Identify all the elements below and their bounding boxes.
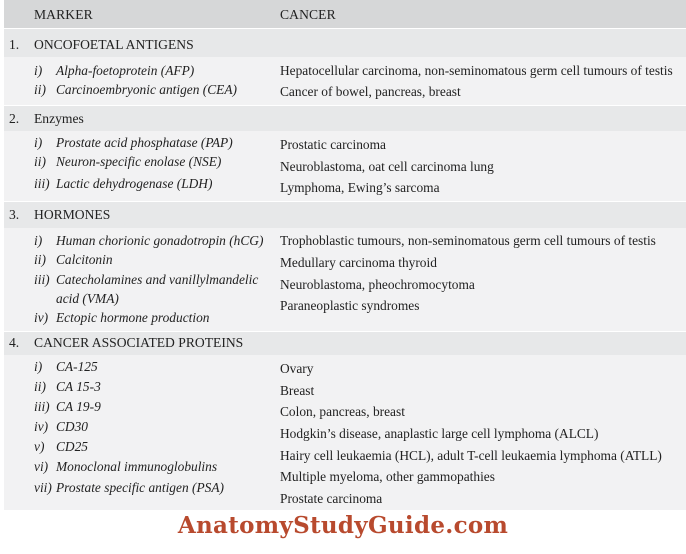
section-rows xyxy=(4,228,686,331)
marker-cell: ii) Neuron-specific enolase (NSE) xyxy=(34,154,222,169)
section-rows xyxy=(4,355,686,510)
cancer-cell: Colon, pancreas, breast xyxy=(280,404,405,419)
cancer-cell: Trophoblastic tumours, non-seminomatous germ cell tumours of testis xyxy=(280,233,656,248)
cancer-cell: Lymphoma, Ewing’s sarcoma xyxy=(280,180,440,195)
marker-cell: iv) Ectopic hormone production xyxy=(34,310,210,325)
cancer-cell: Neuroblastoma, pheochromocytoma xyxy=(280,277,475,292)
section-title: ONCOFOETAL ANTIGENS xyxy=(34,37,194,52)
cancer-cell: Breast xyxy=(280,383,315,398)
cancer-cell: Multiple myeloma, other gammopathies xyxy=(280,469,495,484)
marker-cell: i) CA-125 xyxy=(34,359,98,374)
site-watermark: AnatomyStudyGuide.com xyxy=(177,512,509,539)
marker-cell: i) Prostate acid phosphatase (PAP) xyxy=(34,135,233,150)
marker-cell: vi) Monoclonal immunoglobulins xyxy=(34,459,218,474)
marker-cell: iii) Lactic dehydrogenase (LDH) xyxy=(34,176,213,191)
cancer-cell: Hepatocellular carcinoma, non-seminomatous germ cell tumours of testis xyxy=(280,63,673,78)
section-number: 1. xyxy=(9,37,20,52)
section-heading xyxy=(4,202,686,228)
marker-cell: vii) Prostate specific antigen (PSA) xyxy=(34,480,224,495)
section-heading xyxy=(4,106,686,131)
cancer-cell: Prostate carcinoma xyxy=(280,491,383,506)
section-number: 3. xyxy=(9,207,20,222)
marker-cell: i) Alpha-foetoprotein (AFP) xyxy=(34,63,195,78)
section-number: 2. xyxy=(9,111,20,126)
section-title: HORMONES xyxy=(34,207,111,222)
section-number: 4. xyxy=(9,335,20,350)
table-header xyxy=(4,0,686,28)
cancer-cell: Ovary xyxy=(280,361,314,376)
cancer-cell: Hodgkin’s disease, anaplastic large cell lymphoma (ALCL) xyxy=(280,426,599,441)
marker-cell-continued: acid (VMA) xyxy=(56,291,119,306)
cancer-cell: Cancer of bowel, pancreas, breast xyxy=(280,84,461,99)
header-marker: MARKER xyxy=(34,7,93,22)
marker-cell: v) CD25 xyxy=(34,439,88,454)
section-rows xyxy=(4,57,686,105)
marker-cell: ii) Calcitonin xyxy=(34,252,113,267)
cancer-cell: Medullary carcinoma thyroid xyxy=(280,255,437,270)
header-cancer: CANCER xyxy=(280,7,336,22)
cancer-cell: Hairy cell leukaemia (HCL), adult T-cell leukaemia lymphoma (ATLL) xyxy=(280,448,662,463)
section-title: CANCER ASSOCIATED PROTEINS xyxy=(34,335,244,350)
section-title: Enzymes xyxy=(34,111,84,126)
marker-cell: i) Human chorionic gonadotropin (hCG) xyxy=(34,233,264,248)
cancer-cell: Prostatic carcinoma xyxy=(280,137,386,152)
cancer-cell: Neuroblastoma, oat cell carcinoma lung xyxy=(280,159,494,174)
section-heading xyxy=(4,29,686,57)
marker-cell: iv) CD30 xyxy=(34,419,88,434)
marker-cell: iii) Catecholamines and vanillylmandelic xyxy=(34,272,259,287)
marker-cell: iii) CA 19-9 xyxy=(34,399,101,414)
section-heading xyxy=(4,332,686,355)
marker-cell: ii) Carcinoembryonic antigen (CEA) xyxy=(34,82,237,97)
section-rows xyxy=(4,131,686,201)
marker-cell: ii) CA 15-3 xyxy=(34,379,101,394)
cancer-cell: Paraneoplastic syndromes xyxy=(280,298,420,313)
